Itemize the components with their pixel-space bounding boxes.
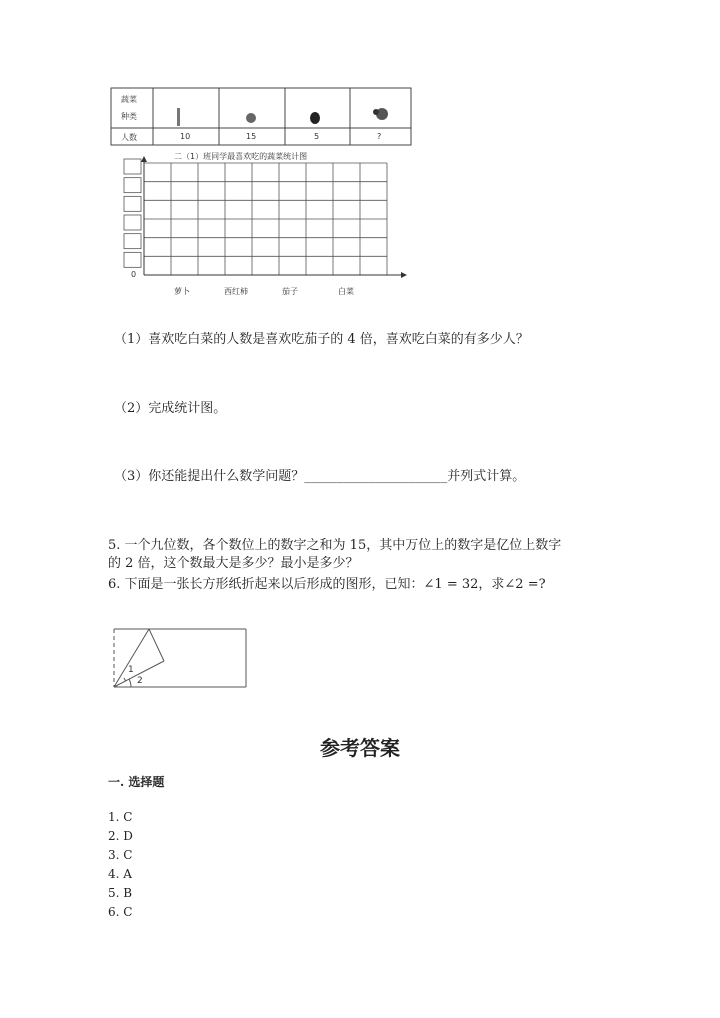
answers-title: 参考答案 — [320, 736, 400, 760]
category-label: 白菜 — [338, 287, 354, 296]
question-3: （3）你还能提出什么数学问题？______________________并列式计算。 — [114, 469, 526, 484]
x-axis-arrow — [401, 272, 407, 278]
count-carrot: 10 — [180, 132, 191, 141]
tomato-icon — [246, 113, 256, 123]
y-scale-input-box[interactable] — [124, 215, 141, 230]
vegetable-table — [111, 88, 411, 145]
category-label: 萝卜 — [174, 287, 190, 296]
y-scale-input-box[interactable] — [124, 178, 141, 193]
answers-section: 一. 选择题 — [108, 775, 165, 789]
count-eggplant: 5 — [314, 132, 320, 141]
y-scale-input-box[interactable] — [124, 159, 141, 174]
category-label: 西红柿 — [224, 287, 248, 296]
count-tomato: 15 — [246, 132, 257, 141]
angle-2-label: 2 — [137, 676, 143, 686]
y-scale-input-box[interactable] — [124, 252, 141, 267]
y-axis-arrow — [141, 156, 147, 162]
table-header-count: 人数 — [121, 133, 137, 142]
category-label: 茄子 — [282, 287, 298, 296]
question-6: 6. 下面是一张长方形纸折起来以后形成的图形，已知：∠1 = 32，求∠2 =? — [108, 577, 546, 592]
axes — [144, 159, 403, 275]
bar-chart-grid — [144, 163, 387, 275]
eggplant-icon — [310, 112, 320, 124]
angle-1-label: 1 — [128, 665, 134, 675]
y-scale-input-box[interactable] — [124, 196, 141, 211]
y-scale-input-box[interactable] — [124, 234, 141, 249]
cabbage-icon — [373, 108, 388, 120]
count-cabbage: ? — [377, 132, 382, 141]
y-axis-boxes — [124, 159, 141, 267]
table-header-type: 种类 — [121, 112, 137, 121]
answer-item: 3. C — [108, 848, 133, 862]
question-2: （2）完成统计图。 — [114, 401, 227, 416]
question-5-line2: 的 2 倍，这个数最大是多少？最小是多少？ — [108, 556, 359, 571]
folded-paper-figure — [114, 629, 246, 687]
answer-item: 4. A — [108, 867, 132, 881]
answer-item: 2. D — [108, 829, 133, 843]
answer-item: 6. C — [108, 905, 133, 919]
answer-item: 5. B — [108, 886, 133, 900]
carrot-icon — [177, 108, 180, 126]
chart-title: 二（1）班同学最喜欢吃的蔬菜统计图 — [174, 152, 308, 161]
answer-item: 1. C — [108, 810, 133, 824]
question-5-line1: 5. 一个九位数，各个数位上的数字之和为 15，其中万位上的数字是亿位上数字 — [108, 538, 562, 553]
chart-origin: 0 — [131, 270, 137, 279]
question-1: （1）喜欢吃白菜的人数是喜欢吃茄子的 4 倍，喜欢吃白菜的有多少人？ — [114, 332, 529, 347]
table-header-vegetable: 蔬菜 — [121, 95, 137, 104]
